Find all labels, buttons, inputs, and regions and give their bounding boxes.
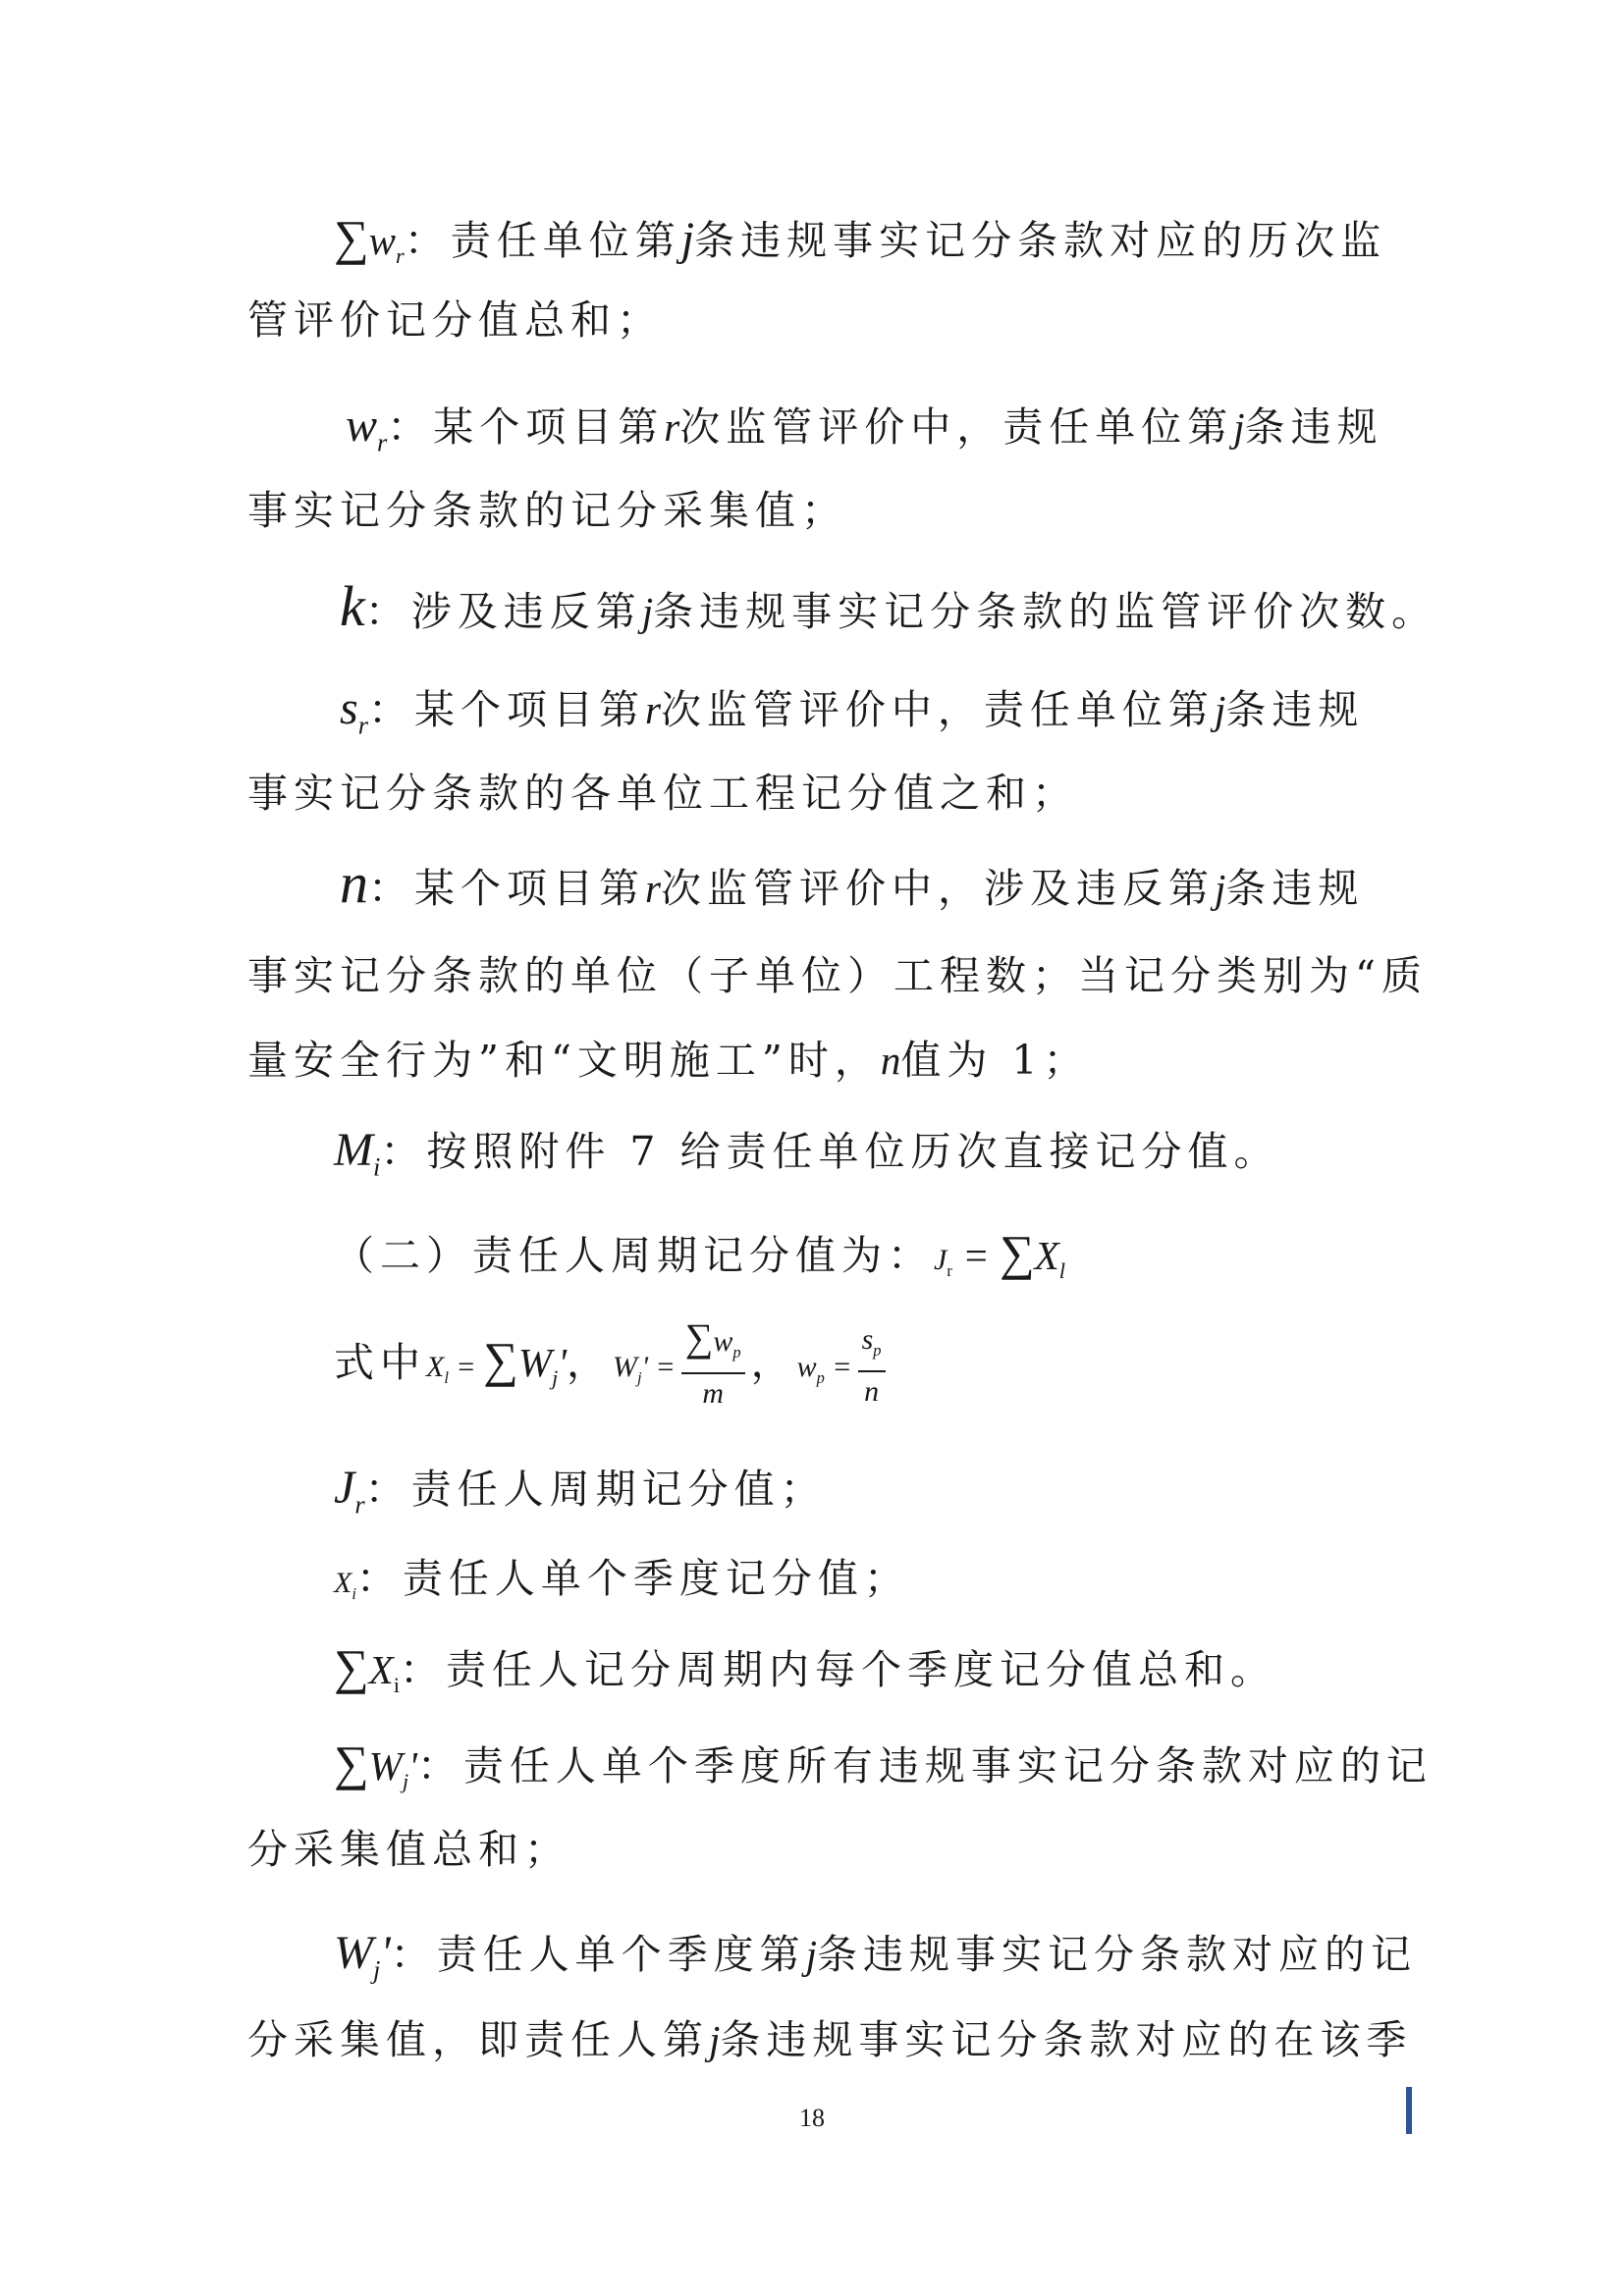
para-xi: $X_i$：责任人单个季度记分值； — [334, 1555, 910, 1603]
para-sum-xi: $\sum X_i$：责任人记分周期内每个季度记分值总和。 — [334, 1639, 1276, 1698]
para-sum-wr-cont: 管评价记分值总和； — [247, 296, 663, 344]
para-n-cont1: 事实记分条款的单位（子单位）工程数；当记分类别为“质 — [247, 952, 1428, 999]
para-sum-wj-cont: 分采集值总和； — [247, 1826, 570, 1873]
fraction-wj: $\frac{\sum w_p}{m}$ — [681, 1318, 745, 1414]
formula-sum-wr: $\sum w_r$ — [334, 210, 405, 269]
para-sr: $s_r$：某个项目第r次监管评价中，责任单位第j条违规 — [340, 682, 1365, 740]
para-formula: 式中$X_l = \sum W_j'$，$W_j'$ = $\frac{\sum w_p}{m}$ ，$w_p$ = $\frac{s_p}{n}$ — [334, 1315, 1473, 1422]
para-jr: $J_r$：责任人周期记分值； — [334, 1462, 827, 1520]
para-sr-cont: 事实记分条款的各单位工程记分值之和； — [247, 770, 1078, 817]
para-wj-cont: 分采集值，即责任人第j条违规事实记分条款对应的在该季 — [247, 2016, 1413, 2063]
fraction-wp: $\frac{s_p}{n}$ — [858, 1320, 886, 1412]
para-wr: $w_r$：某个项目第r次监管评价中，责任单位第j条违规 — [346, 400, 1383, 457]
para-n-cont2: 量安全行为”和“文明施工”时，n值为 1； — [247, 1037, 1090, 1084]
para-sum-wr: $\sum w_r$：责任单位第j条违规事实记分条款对应的历次监 — [334, 210, 1387, 269]
section-heading-2: （二）责任人周期记分值为：$J_r = \sum X_l$ — [334, 1225, 1065, 1284]
para-wr-cont: 事实记分条款的记分采集值； — [247, 487, 847, 534]
para-k: k：涉及违反第j条违规事实记分条款的监管评价次数。 — [340, 574, 1438, 638]
para-n: n：某个项目第r次监管评价中，涉及违反第j条违规 — [340, 851, 1365, 915]
page-number: 18 — [799, 2104, 825, 2132]
accent-bar — [1406, 2087, 1412, 2134]
para-wj: $W_j'$：责任人单个季度第j条违规事实记分条款对应的记 — [334, 1927, 1417, 1985]
para-sum-wj: $\sum W_j'$：责任人单个季度所有违规事实记分条款对应的记 — [334, 1735, 1433, 1794]
para-mi: $M_i$：按照附件 7 给责任单位历次直接记分值。 — [334, 1124, 1280, 1182]
